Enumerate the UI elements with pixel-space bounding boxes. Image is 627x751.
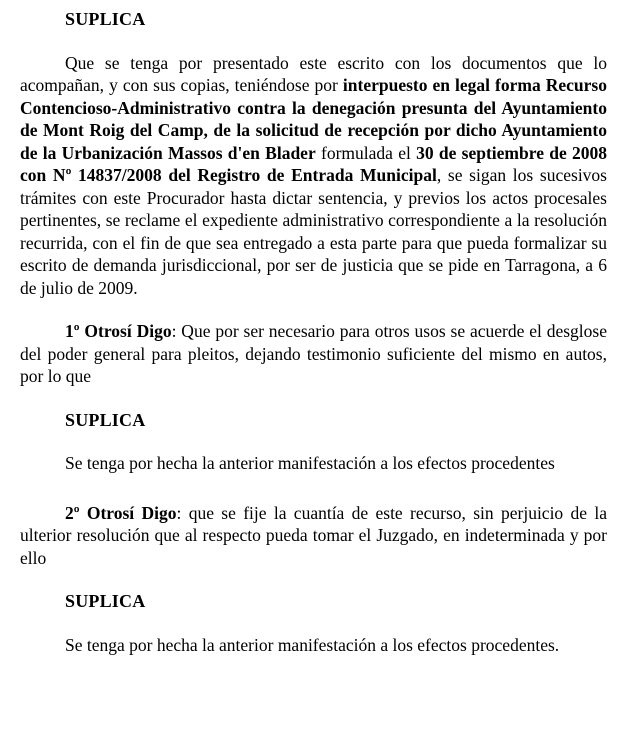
suplica-heading-1: SUPLICA bbox=[65, 9, 146, 29]
text-run: Se tenga por hecha la anterior manifestación a los efectos procedentes bbox=[65, 453, 555, 473]
text-run-bold: interpuesto en legal forma Recurso Contencioso-Administrativo contra la denegación presunta del Ayuntamiento de Mont Roig del Camp, de la solicitud de recepción por dicho Ayuntamiento de la Urbanización Massos d'en Blader bbox=[20, 75, 607, 163]
otrosi-1-paragraph bbox=[20, 320, 607, 388]
text-run: Que se tenga por presentado este escrito con los documentos que lo acompañan, y con sus copias, teniéndose por bbox=[20, 52, 607, 95]
main-petition-paragraph bbox=[20, 52, 607, 300]
text-run: Se tenga por hecha la anterior manifestación a los efectos procedentes. bbox=[65, 634, 560, 655]
text-run: : que se fije la cuantía de este recurso, sin perjuicio de la ulterior resolución que al respecto pueda tomar el Juzgado, en indeterminada y por ello bbox=[20, 502, 607, 568]
text-run: : Que por ser necesario para otros usos se acuerde el desglose del poder general para pleitos, dejando testimonio suficiente del mismo en autos, por lo que bbox=[20, 321, 607, 386]
otrosi-2-label: 2º Otrosí Digo bbox=[65, 502, 177, 523]
suplica-heading-2: SUPLICA bbox=[65, 409, 146, 430]
manifestacion-1-paragraph bbox=[20, 452, 607, 475]
otrosi-1-label: 1º Otrosí Digo bbox=[65, 321, 172, 341]
text-run: formulada el bbox=[315, 142, 417, 163]
text-run: , se sigan los sucesivos trámites con este Procurador hasta dictar sentencia, y previos los actos procesales pertinentes, se reclame el expediente administrativo correspondiente a la resolución recurrida, con el fin de que sea entregado a esta parte para que pueda formalizar su escrito de demanda jurisdiccional, por ser de justicia que se pide en Tarragona, a 6 de julio de 2009. bbox=[20, 165, 607, 298]
suplica-heading-3: SUPLICA bbox=[65, 591, 146, 611]
manifestacion-2-paragraph bbox=[20, 634, 607, 657]
text-run-bold: 30 de septiembre de 2008 con Nº 14837/2008 del Registro de Entrada Municipal bbox=[20, 142, 608, 185]
otrosi-2-paragraph bbox=[20, 502, 607, 570]
